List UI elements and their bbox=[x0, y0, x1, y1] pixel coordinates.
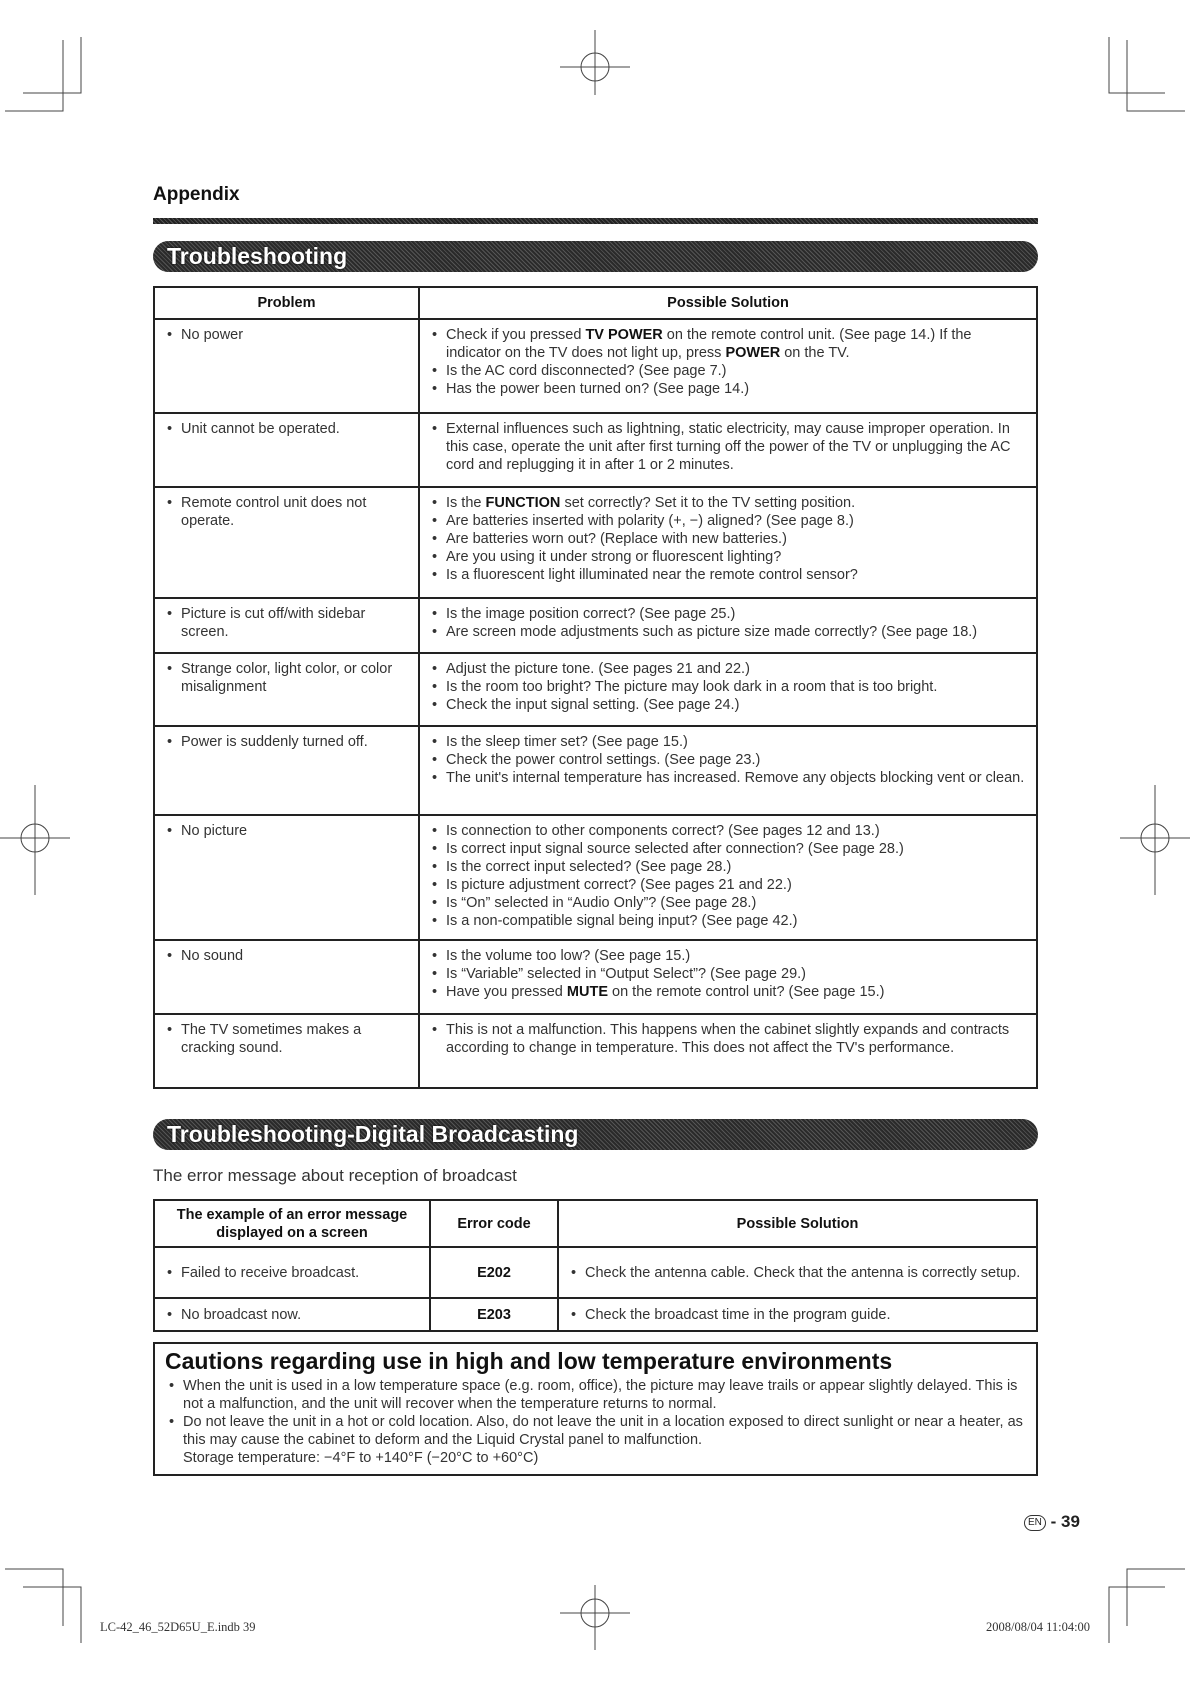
problem: • Unit cannot be operated. bbox=[181, 420, 410, 438]
error-code-table bbox=[153, 1199, 1038, 1332]
troubleshooting-banner: Troubleshooting bbox=[153, 241, 1038, 272]
solution bbox=[446, 1021, 1028, 1057]
error-message: • No broadcast now. bbox=[181, 1306, 421, 1324]
table-row bbox=[154, 319, 1037, 413]
table-row bbox=[154, 413, 1037, 487]
button-name: FUNCTION bbox=[485, 495, 561, 511]
table-row bbox=[154, 487, 1037, 598]
column-header-problem: Problem bbox=[154, 287, 419, 319]
solution-text: Is “On” selected in “Audio Only”? (See page 28.) bbox=[446, 895, 757, 911]
cautions-title: Cautions regarding use in high and low temperature environments bbox=[165, 1348, 893, 1374]
solution-text: set correctly? Set it to the TV setting position. bbox=[560, 495, 856, 511]
problem: • No power bbox=[181, 326, 410, 344]
solution: • Check the antenna cable. Check that the antenna is correctly setup. bbox=[585, 1264, 1028, 1282]
table-row bbox=[154, 653, 1037, 726]
button-name: MUTE bbox=[566, 984, 608, 1000]
solution bbox=[446, 858, 1028, 876]
storage-temperature: Storage temperature: −4°F to +140°F (−20°C to +60°C) bbox=[183, 1450, 539, 1466]
solution bbox=[446, 512, 1028, 530]
solution bbox=[446, 660, 1028, 678]
table-row bbox=[154, 726, 1037, 815]
section-heading: Appendix bbox=[153, 184, 240, 205]
solution bbox=[446, 965, 1028, 983]
column-header-code: Error code bbox=[430, 1200, 558, 1247]
solution-text: This is not a malfunction. This happens when the cabinet slightly expands and contracts according to change in temperature. This does not affect the TV's performance. bbox=[446, 1022, 1010, 1056]
solution-text: The unit's internal temperature has increased. Remove any objects blocking vent or clean. bbox=[446, 770, 1025, 786]
problem: • Power is suddenly turned off. bbox=[181, 733, 410, 751]
column-header-solution: Possible Solution bbox=[419, 287, 1037, 319]
solution bbox=[446, 876, 1028, 894]
solution bbox=[446, 733, 1028, 751]
solution bbox=[446, 623, 1028, 641]
column-header-solution: Possible Solution bbox=[558, 1200, 1037, 1247]
solution-text: Is the room too bright? The picture may look dark in a room that is too bright. bbox=[446, 679, 938, 695]
solution bbox=[446, 380, 1028, 398]
solution bbox=[446, 605, 1028, 623]
solution bbox=[446, 326, 1028, 362]
solution-text: on the remote control unit. (See page 14.) If the indicator on the TV does not light up, press bbox=[446, 327, 972, 361]
table-row bbox=[154, 1014, 1037, 1088]
problem: • The TV sometimes makes a cracking sound. bbox=[181, 1021, 410, 1057]
problem: • No sound bbox=[181, 947, 410, 965]
solution bbox=[446, 420, 1028, 474]
solution-text: Is a non-compatible signal being input? (See page 42.) bbox=[446, 913, 798, 929]
problem: • Remote control unit does not operate. bbox=[181, 494, 410, 530]
solution bbox=[446, 822, 1028, 840]
solution: • Check the broadcast time in the program guide. bbox=[585, 1306, 1028, 1324]
solution bbox=[446, 696, 1028, 714]
solution bbox=[446, 894, 1028, 912]
problem: • No picture bbox=[181, 822, 410, 840]
table-row bbox=[154, 598, 1037, 653]
solution-text: Is connection to other components correct? (See pages 12 and 13.) bbox=[446, 823, 880, 839]
solution-text: Are you using it under strong or fluorescent lighting? bbox=[446, 549, 782, 565]
print-timestamp: 2008/08/04 11:04:00 bbox=[986, 1620, 1091, 1634]
solution bbox=[446, 751, 1028, 769]
page-number-text: - 39 bbox=[1050, 1512, 1080, 1531]
solution bbox=[446, 769, 1028, 787]
problem: • Strange color, light color, or color misalignment bbox=[181, 660, 410, 696]
solution bbox=[446, 566, 1028, 584]
solution-text: Has the power been turned on? (See page 14.) bbox=[446, 381, 750, 397]
button-name: TV POWER bbox=[585, 327, 663, 343]
solution bbox=[446, 947, 1028, 965]
caution-text: Do not leave the unit in a hot or cold location. Also, do not leave the unit in a location exposed to direct sunlight or near a heater, as this may cause the cabinet to deform and the Liquid Crystal panel to malfunction. bbox=[183, 1414, 1023, 1448]
troubleshooting-table bbox=[153, 286, 1038, 1089]
solution-text: Are batteries worn out? (Replace with new batteries.) bbox=[446, 531, 787, 547]
solution-text: Is the sleep timer set? (See page 15.) bbox=[446, 734, 688, 750]
solution-text: Check if you pressed bbox=[446, 327, 586, 343]
solution-text: Is a fluorescent light illuminated near the remote control sensor? bbox=[446, 567, 858, 583]
solution bbox=[446, 548, 1028, 566]
solution bbox=[446, 840, 1028, 858]
solution bbox=[446, 678, 1028, 696]
cautions-box bbox=[153, 1342, 1038, 1476]
error-code: E202 bbox=[430, 1247, 558, 1298]
language-badge: EN bbox=[1024, 1515, 1046, 1531]
solution-text: Is the image position correct? (See page 25.) bbox=[446, 606, 736, 622]
solution-text: Check the input signal setting. (See page 24.) bbox=[446, 697, 740, 713]
button-name: POWER bbox=[725, 345, 781, 361]
heading-rule bbox=[153, 218, 1038, 224]
solution-text: Are batteries inserted with polarity (+, −) aligned? (See page 8.) bbox=[446, 513, 854, 529]
solution-text: Are screen mode adjustments such as picture size made correctly? (See page 18.) bbox=[446, 624, 978, 640]
solution bbox=[446, 530, 1028, 548]
solution-text: Is the volume too low? (See page 15.) bbox=[446, 948, 691, 964]
solution-text: Adjust the picture tone. (See pages 21 and 22.) bbox=[446, 661, 750, 677]
digital-broadcasting-banner: Troubleshooting-Digital Broadcasting bbox=[153, 1119, 1038, 1150]
solution-text: on the TV. bbox=[780, 345, 850, 361]
table-row bbox=[154, 815, 1037, 940]
table-row bbox=[154, 1247, 1037, 1298]
solution-text: Is the correct input selected? (See page 28.) bbox=[446, 859, 732, 875]
page-number bbox=[1024, 1512, 1080, 1532]
solution bbox=[446, 494, 1028, 512]
solution-text: External influences such as lightning, static electricity, may cause improper operation. In this case, operate the unit after first turning off the power of the TV or unplugging the AC cord and replugging it in after 1 or 2 minutes. bbox=[446, 421, 1011, 473]
problem: • Picture is cut off/with sidebar screen. bbox=[181, 605, 410, 641]
solution-text: on the remote control unit? (See page 15.) bbox=[608, 984, 885, 1000]
column-header-message: The example of an error message displayed on a screen bbox=[154, 1200, 430, 1247]
solution bbox=[446, 912, 1028, 930]
solution-text: Check the power control settings. (See page 23.) bbox=[446, 752, 761, 768]
solution-text: Is correct input signal source selected after connection? (See page 28.) bbox=[446, 841, 904, 857]
caution-item: • When the unit is used in a low temperature space (e.g. room, office), the picture may leave trails or appear slightly delayed. This is not a malfunction, and the unit will recover when the temperature returns to normal. bbox=[183, 1377, 1026, 1413]
table-row bbox=[154, 940, 1037, 1014]
solution-text: Is picture adjustment correct? (See pages 21 and 22.) bbox=[446, 877, 792, 893]
solution bbox=[446, 362, 1028, 380]
solution-text: Have you pressed bbox=[446, 984, 567, 1000]
table-row bbox=[154, 1298, 1037, 1331]
error-message: • Failed to receive broadcast. bbox=[181, 1264, 421, 1282]
digital-subtitle: The error message about reception of broadcast bbox=[153, 1166, 517, 1185]
file-name: LC-42_46_52D65U_E.indb 39 bbox=[100, 1620, 256, 1634]
caution-item bbox=[183, 1413, 1026, 1467]
error-code: E203 bbox=[430, 1298, 558, 1331]
solution-text: Is the bbox=[446, 495, 486, 511]
solution bbox=[446, 983, 1028, 1001]
solution-text: Is the AC cord disconnected? (See page 7.) bbox=[446, 363, 727, 379]
solution-text: Is “Variable” selected in “Output Select”? (See page 29.) bbox=[446, 966, 807, 982]
